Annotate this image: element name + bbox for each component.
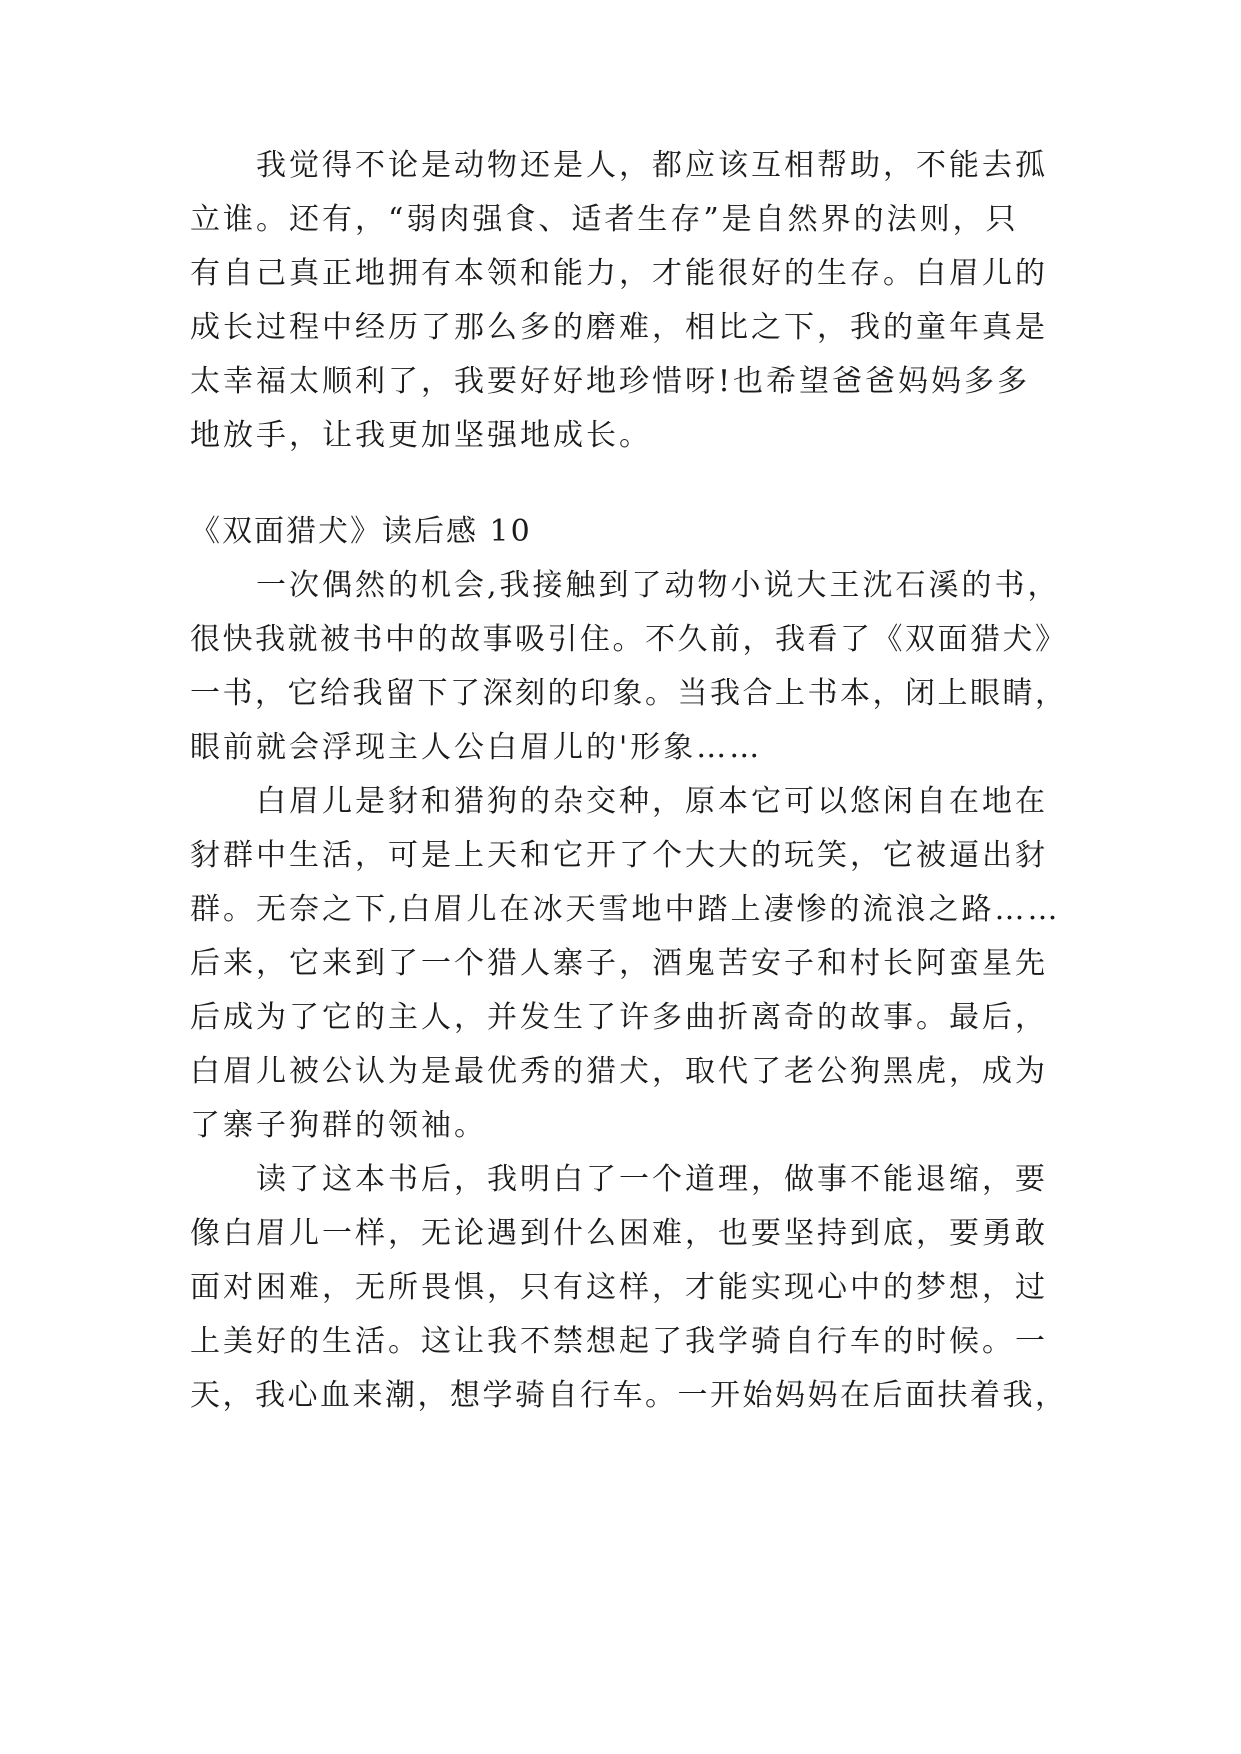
text-line: 成长过程中经历了那么多的磨难，相比之下，我的童年真是 — [190, 310, 1048, 345]
text-line: 一书，它给我留下了深刻的印象。当我合上书本，闭上眼睛， — [190, 676, 1068, 711]
text-line: 太幸福太顺利了，我要好好地珍惜呀!也希望爸爸妈妈多多 — [190, 364, 1031, 399]
text-line: 很快我就被书中的故事吸引住。不久前，我看了《双面猎犬》 — [190, 622, 1068, 657]
text-line: 上美好的生活。这让我不禁想起了我学骑自行车的时候。一 — [190, 1324, 1048, 1359]
section-heading: 《双面猎犬》读后感 10 — [190, 514, 532, 549]
text-line: 白眉儿是豺和猎狗的杂交种，原本它可以悠闲自在地在 — [256, 784, 1048, 819]
text-line: 天，我心血来潮，想学骑自行车。一开始妈妈在后面扶着我， — [190, 1378, 1068, 1413]
text-line: 读了这本书后，我明白了一个道理，做事不能退缩，要 — [256, 1162, 1048, 1197]
text-line: 豺群中生活，可是上天和它开了个大大的玩笑，它被逼出豺 — [190, 838, 1048, 873]
text-line: 了寨子狗群的领袖。 — [190, 1108, 487, 1143]
text-line: 白眉儿被公认为是最优秀的猎犬，取代了老公狗黑虎，成为 — [190, 1054, 1048, 1089]
text-line: 我觉得不论是动物还是人，都应该互相帮助，不能去孤 — [256, 148, 1048, 183]
text-line: 面对困难，无所畏惧，只有这样，才能实现心中的梦想，过 — [190, 1270, 1048, 1305]
text-line: 有自己真正地拥有本领和能力，才能很好的生存。白眉儿的 — [190, 256, 1048, 291]
text-line: 一次偶然的机会,我接触到了动物小说大王沈石溪的书， — [256, 568, 1061, 603]
text-line: 地放手，让我更加坚强地成长。 — [190, 418, 652, 453]
text-line: 群。无奈之下,白眉儿在冰天雪地中踏上凄惨的流浪之路…… — [190, 892, 1061, 927]
text-line: 后成为了它的主人，并发生了许多曲折离奇的故事。最后， — [190, 1000, 1048, 1035]
text-line: 像白眉儿一样，无论遇到什么困难，也要坚持到底，要勇敢 — [190, 1216, 1048, 1251]
text-line: 立谁。还有，“弱肉强食、适者生存”是自然界的法则，只 — [190, 202, 1019, 237]
text-line: 眼前就会浮现主人公白眉儿的'形象…… — [190, 730, 763, 765]
text-line: 后来，它来到了一个猎人寨子，酒鬼苦安子和村长阿蛮星先 — [190, 946, 1048, 981]
